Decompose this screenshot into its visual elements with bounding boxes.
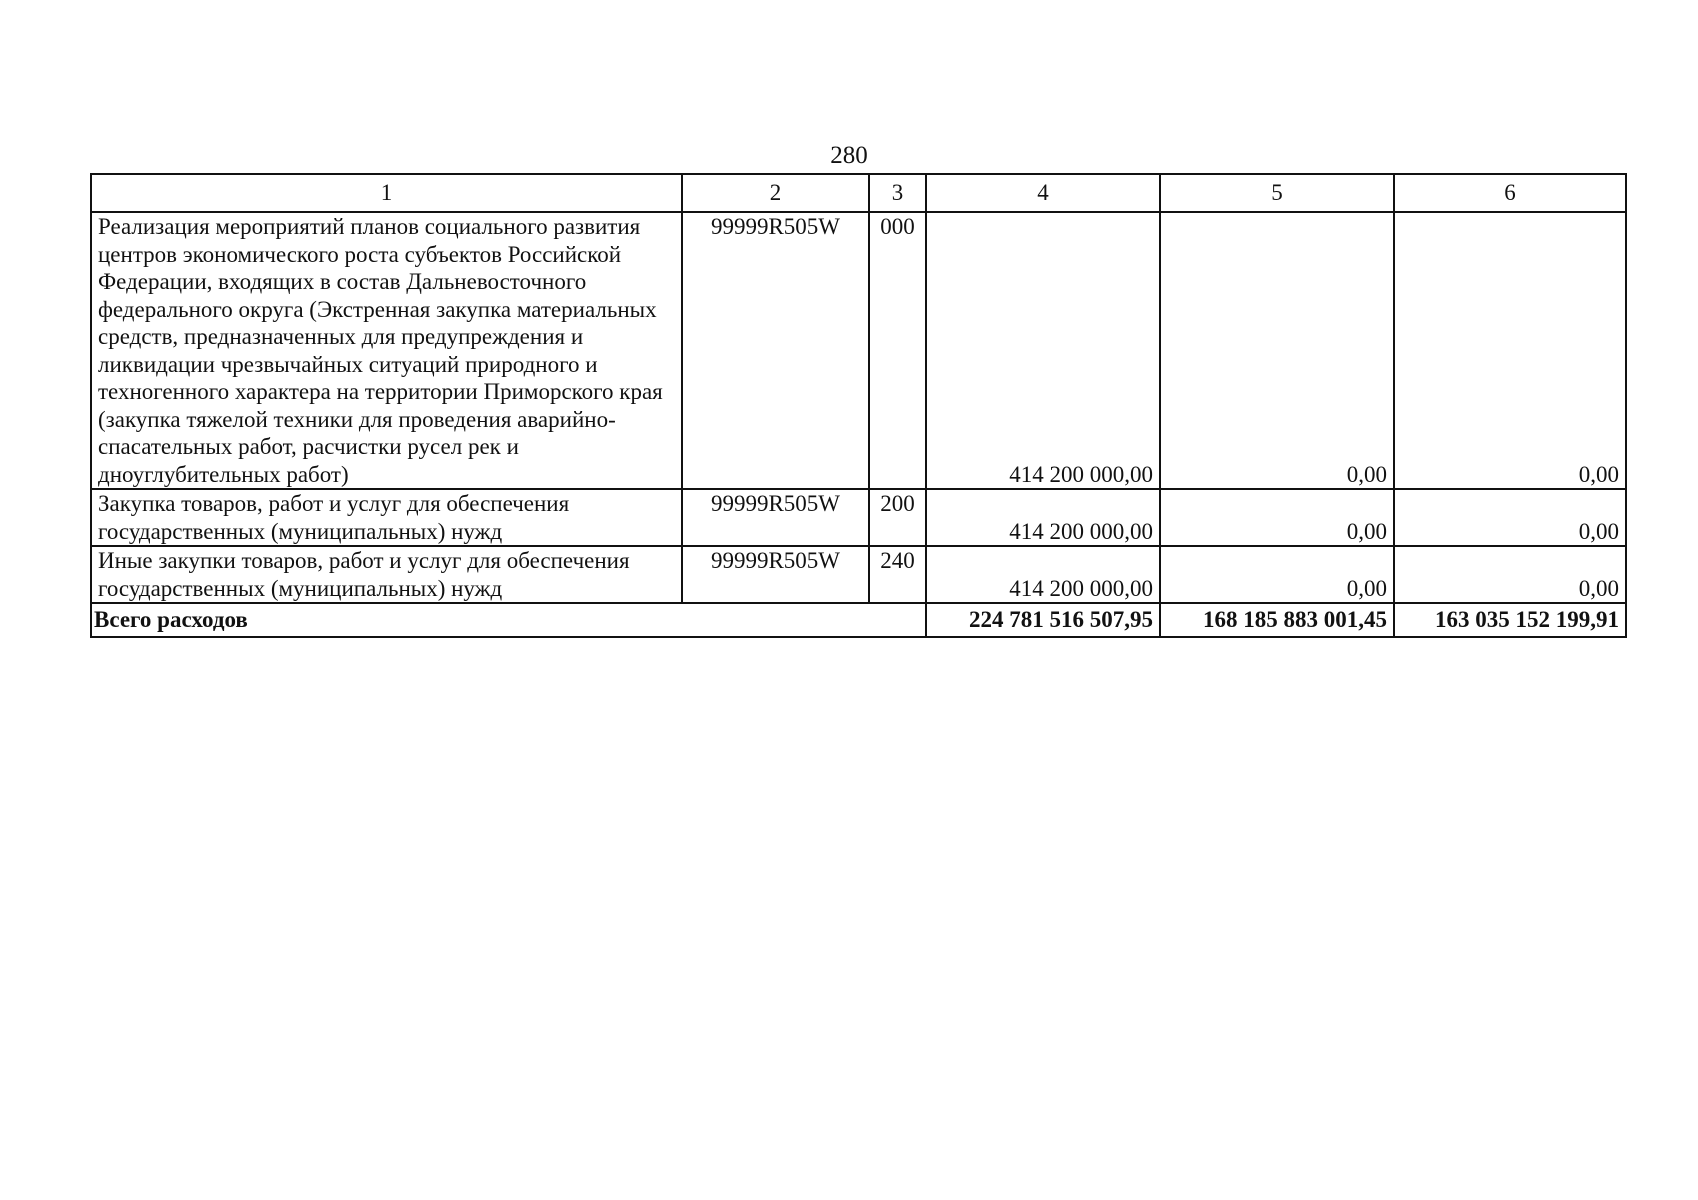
- row-expense-type: 240: [869, 546, 926, 603]
- table-row: [91, 489, 1626, 546]
- table-row: [91, 212, 1626, 489]
- row-expense-type: 200: [869, 489, 926, 546]
- row-amount-2: 0,00: [1160, 546, 1394, 603]
- column-header: 3: [869, 174, 926, 212]
- row-description: Реализация мероприятий планов социального развития центров экономического роста субъектов Российской Федерации, входящих в состав Дальневосточного федерального округа (Экстренная закупка материальных средств, предназначенных для предупреждения и ликвидации чрезвычайных ситуаций природного и техногенного характера на территории Приморского края (закупка тяжелой техники для проведения аварийно-спасательных работ, расчистки русел рек и дноуглубительных работ): [91, 212, 682, 489]
- total-row: [91, 603, 1626, 637]
- row-expense-type: 000: [869, 212, 926, 489]
- total-amount-1: 224 781 516 507,95: [926, 603, 1160, 637]
- table-header-row: [91, 174, 1626, 212]
- column-header: 1: [91, 174, 682, 212]
- column-header: 4: [926, 174, 1160, 212]
- row-description: Иные закупки товаров, работ и услуг для обеспечения государственных (муниципальных) нужд: [91, 546, 682, 603]
- row-target-code: 99999R505W: [682, 546, 869, 603]
- total-amount-2: 168 185 883 001,45: [1160, 603, 1394, 637]
- row-amount-2: 0,00: [1160, 212, 1394, 489]
- row-amount-3: 0,00: [1394, 489, 1626, 546]
- column-header: 5: [1160, 174, 1394, 212]
- column-header: 6: [1394, 174, 1626, 212]
- row-target-code: 99999R505W: [682, 489, 869, 546]
- row-amount-1: 414 200 000,00: [926, 489, 1160, 546]
- row-description: Закупка товаров, работ и услуг для обеспечения государственных (муниципальных) нужд: [91, 489, 682, 546]
- row-amount-1: 414 200 000,00: [926, 546, 1160, 603]
- total-label: Всего расходов: [91, 603, 926, 637]
- row-amount-1: 414 200 000,00: [926, 212, 1160, 489]
- row-amount-2: 0,00: [1160, 489, 1394, 546]
- budget-table: [90, 173, 1627, 638]
- row-target-code: 99999R505W: [682, 212, 869, 489]
- total-amount-3: 163 035 152 199,91: [1394, 603, 1626, 637]
- row-amount-3: 0,00: [1394, 546, 1626, 603]
- column-header: 2: [682, 174, 869, 212]
- page-number: 280: [830, 142, 868, 169]
- table-row: [91, 546, 1626, 603]
- row-amount-3: 0,00: [1394, 212, 1626, 489]
